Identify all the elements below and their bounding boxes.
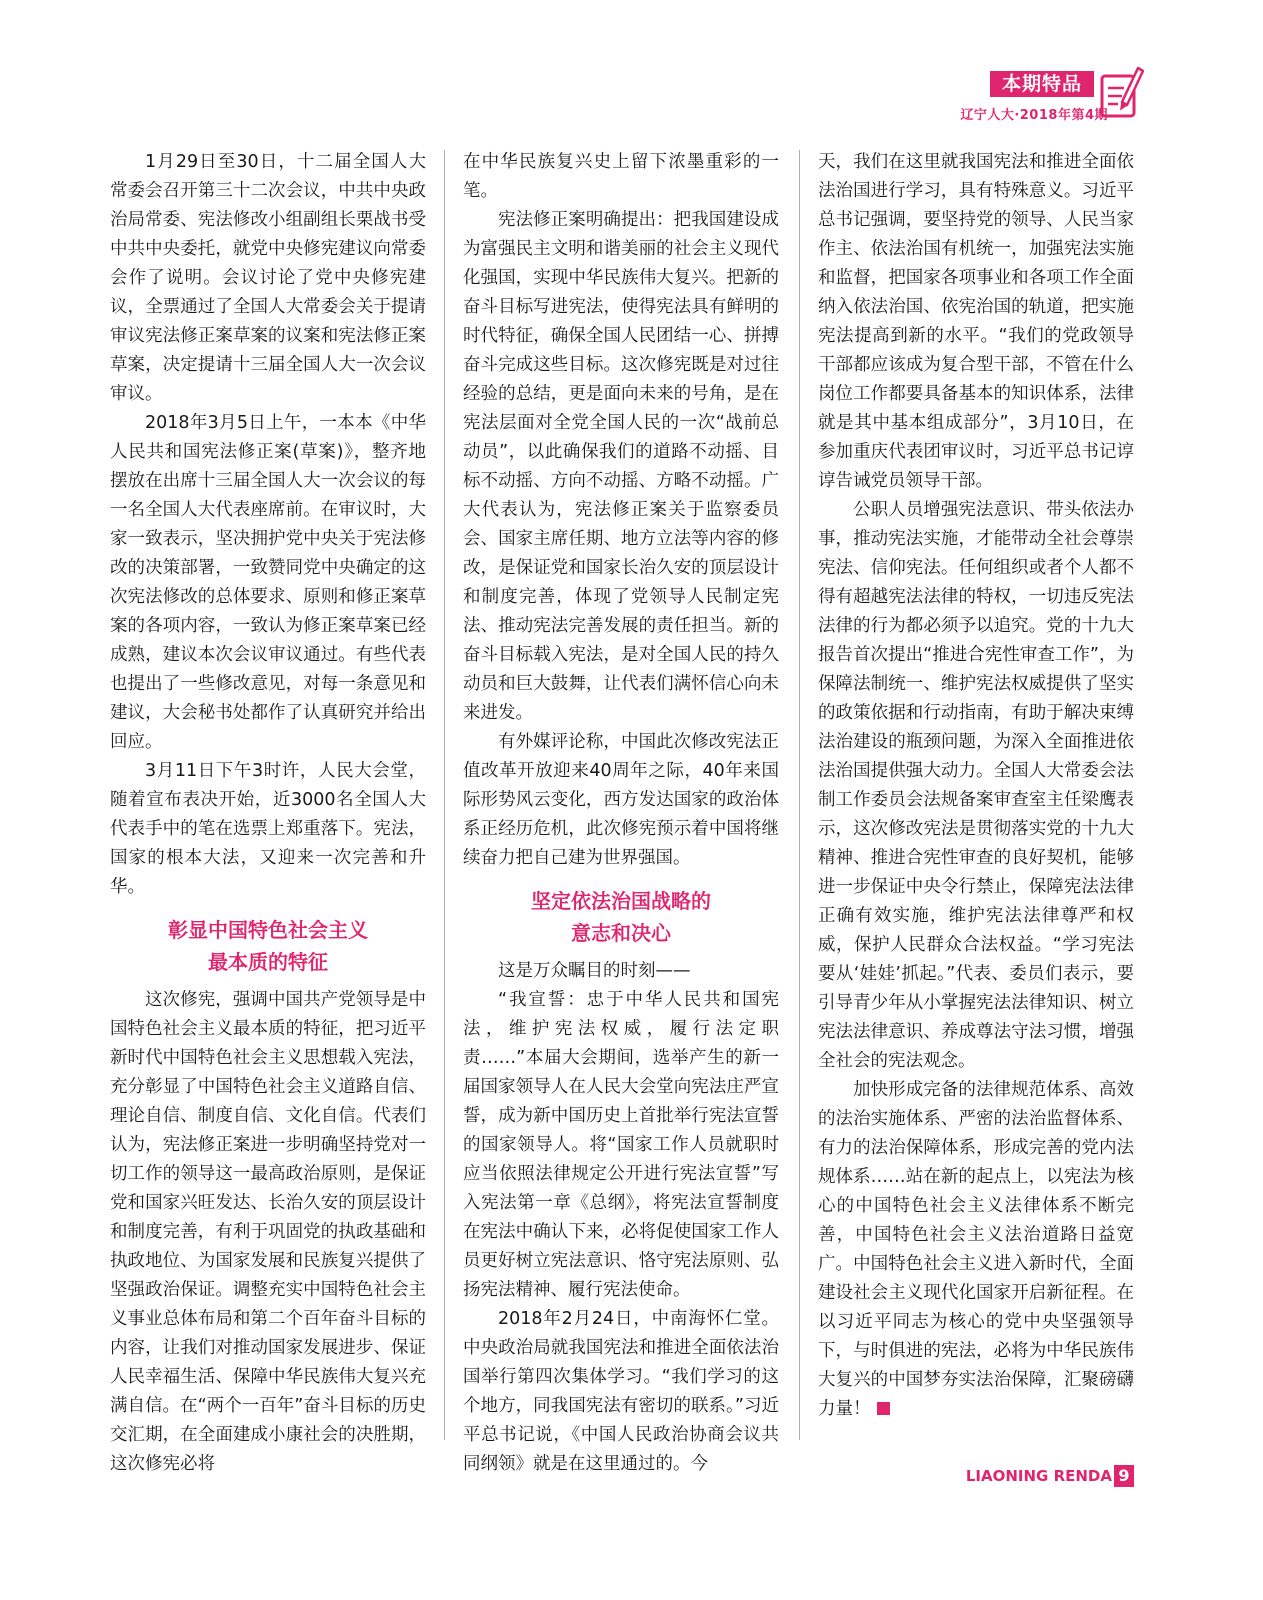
paragraph: 宪法修正案明确提出：把我国建设成为富强民主文明和谐美丽的社会主义现代化强国，实现中华民族伟大复兴。把新的奋斗目标写进宪法，使得宪法具有鲜明的时代特征，确保全国人民团结一心、拼搏奋斗完成这些目标。这次修宪既是对过往经验的总结，更是面向未来的号角，是在宪法层面对全党全国人民的一次“战前总动员”，以此确保我们的道路不动摇、目标不动摇、方向不动摇、方略不动摇。广大代表认为，宪法修正案关于监察委员会、国家主席任期、地方立法等内容的修改，是保证党和国家长治久安的顶层设计和制度完善，体现了党领导人民制定宪法、推动宪法完善发展的责任担当。新的奋斗目标载入宪法，是对全国人民的持久动员和巨大鼓舞，让代表们满怀信心向未来进发。 [463,210,779,723]
section-heading-line: 坚定依法治国战略的 [531,889,711,913]
paragraph [818,1076,1134,1424]
paragraph-text: 加快形成完备的法律规范体系、高效的法治实施体系、严密的法治监督体系、有力的法治保障体系，形成完善的党内法规体系……站在新的起点上，以宪法为核心的中国特色社会主义法律体系不断完善，中国特色社会主义法治道路日益宽广。中国特色社会主义进入新时代，全面建设社会主义现代化国家开启新征程。在以习近平同志为核心的党中央坚强领导下，与时俱进的宪法，必将为中华民族伟大复兴的中国梦夯实法治保障，汇聚磅礴力量！ [818,1080,1134,1419]
section-label-badge: 本期特品 [990,71,1094,97]
paragraph: 3月11日下午3时许，人民大会堂，随着宣布表决开始，近3000名全国人大代表手中的笔在选票上郑重落下。宪法，国家的根本大法，又迎来一次完善和升华。 [110,761,426,897]
magazine-name: LIAONING RENDA [965,1467,1112,1485]
section-heading-line: 彰显中国特色社会主义 [168,918,368,942]
paragraph: 有外媒评论称，中国此次修改宪法正值改革开放迎来40周年之际，40年来国际形势风云变化，西方发达国家的政治体系正经历危机，此次修宪预示着中国将继续奋力把自己建为世界强国。 [463,732,779,868]
column-divider [799,150,800,1440]
paragraph: 在中华民族复兴史上留下浓墨重彩的一笔。 [463,152,779,201]
paragraph: 这是万众瞩目的时刻—— [498,961,691,981]
publication-info: 辽宁人大·2018年第4期 [960,108,1108,123]
pencil-icon [1098,62,1144,122]
paragraph: 2018年3月5日上午，一本本《中华人民共和国宪法修正案(草案)》，整齐地摆放在出席十三届全国人大一次会议的每一名全国人大代表座席前。在审议时，大家一致表示，坚决拥护党中央关于宪法修改的决策部署，一致赞同党中央确定的这次宪法修改的总体要求、原则和修正案草案的各项内容，一致认为修正案草案已经成熟，建议本次会议审议通过。有些代表也提出了一些修改意见，对每一条意见和建议，大会秘书处都作了认真研究并给出回应。 [110,413,426,752]
paragraph: “我宣誓：忠于中华人民共和国宪法，维护宪法权威，履行法定职责……”本届大会期间，选举产生的新一届国家领导人在人民大会堂向宪法庄严宣誓，成为新中国历史上首批举行宪法宣誓的国家领导人。将“国家工作人员就职时应当依照法律规定公开进行宪法宣誓”写入宪法第一章《总纲》，将宪法宣誓制度在宪法中确认下来，必将促使国家工作人员更好树立宪法意识、恪守宪法原则、弘扬宪法精神、履行宪法使命。 [463,990,779,1300]
paragraph: 这次修宪，强调中国共产党领导是中国特色社会主义最本质的特征，把习近平新时代中国特色社会主义思想载入宪法，充分彰显了中国特色社会主义道路自信、理论自信、制度自信、文化自信。代表们认为，宪法修正案进一步明确坚持党对一切工作的领导这一最高政治原则，是保证党和国家兴旺发达、长治久安的顶层设计和制度完善，有利于巩固党的执政基础和执政地位、为国家发展和民族复兴提供了坚强政治保证。调整充实中国特色社会主义事业总体布局和第二个百年奋斗目标的内容，让我们对推动国家发展进步、保证人民幸福生活、保障中华民族伟大复兴充满自信。在“两个一百年”奋斗目标的历史交汇期，在全面建成小康社会的决胜期，这次修宪必将 [110,990,426,1474]
paragraph: 1月29日至30日，十二届全国人大常委会召开第三十二次会议，中共中央政治局常委、宪法修改小组副组长栗战书受中共中央委托，就党中央修宪建议向常委会作了说明。会议讨论了党中央修宪建议，全票通过了全国人大常委会关于提请审议宪法修正案草案的议案和宪法修正案草案，决定提请十三届全国人大一次会议审议。 [110,152,426,404]
end-mark-icon [877,1402,890,1415]
article-column-1 [110,148,426,1479]
section-heading-line: 最本质的特征 [208,950,328,974]
section-heading [463,885,779,949]
page-number: 9 [1114,1465,1134,1487]
paragraph: 公职人员增强宪法意识、带头依法办事，推动宪法实施，才能带动全社会尊崇宪法、信仰宪法。任何组织或者个人都不得有超越宪法法律的特权，一切违反宪法法律的行为都必须予以追究。党的十九大报告首次提出“推进合宪性审查工作”，为保障法制统一、维护宪法权威提供了坚实的政策依据和行动指南，有助于解决束缚法治建设的瓶颈问题，为深入全面推进依法治国提供强大动力。全国人大常委会法制工作委员会法规备案审查室主任梁鹰表示，这次修改宪法是贯彻落实党的十九大精神、推进合宪性审查的良好契机，能够进一步保证中央令行禁止，保障宪法法律正确有效实施，维护宪法法律尊严和权威，保护人民群众合法权益。“学习宪法要从‘娃娃’抓起。”代表、委员们表示，要引导青少年从小掌握宪法法律知识、树立宪法法律意识、养成尊法守法习惯，增强全社会的宪法观念。 [818,500,1134,1071]
section-heading [110,914,426,978]
article-column-3 [818,148,1134,1424]
section-heading-line: 意志和决心 [571,921,671,945]
paragraph: 2018年2月24日，中南海怀仁堂。中央政治局就我国宪法和推进全面依法治国举行第四次集体学习。“我们学习的这个地方，同我国宪法有密切的联系。”习近平总书记说，《中国人民政治协商会议共同纲领》就是在这里通过的。今 [463,1309,779,1474]
article-column-2 [463,148,779,1479]
paragraph: 天，我们在这里就我国宪法和推进全面依法治国进行学习，具有特殊意义。习近平总书记强调，要坚持党的领导、人民当家作主、依法治国有机统一，加强宪法实施和监督，把国家各项事业和各项工作全面纳入依法治国、依宪治国的轨道，把实施宪法提高到新的水平。“我们的党政领导干部都应该成为复合型干部，不管在什么岗位工作都要具备基本的知识体系，法律就是其中基本组成部分”，3月10日，在参加重庆代表团审议时，习近平总书记谆谆告诫党员领导干部。 [818,152,1134,491]
column-divider [444,150,445,1440]
